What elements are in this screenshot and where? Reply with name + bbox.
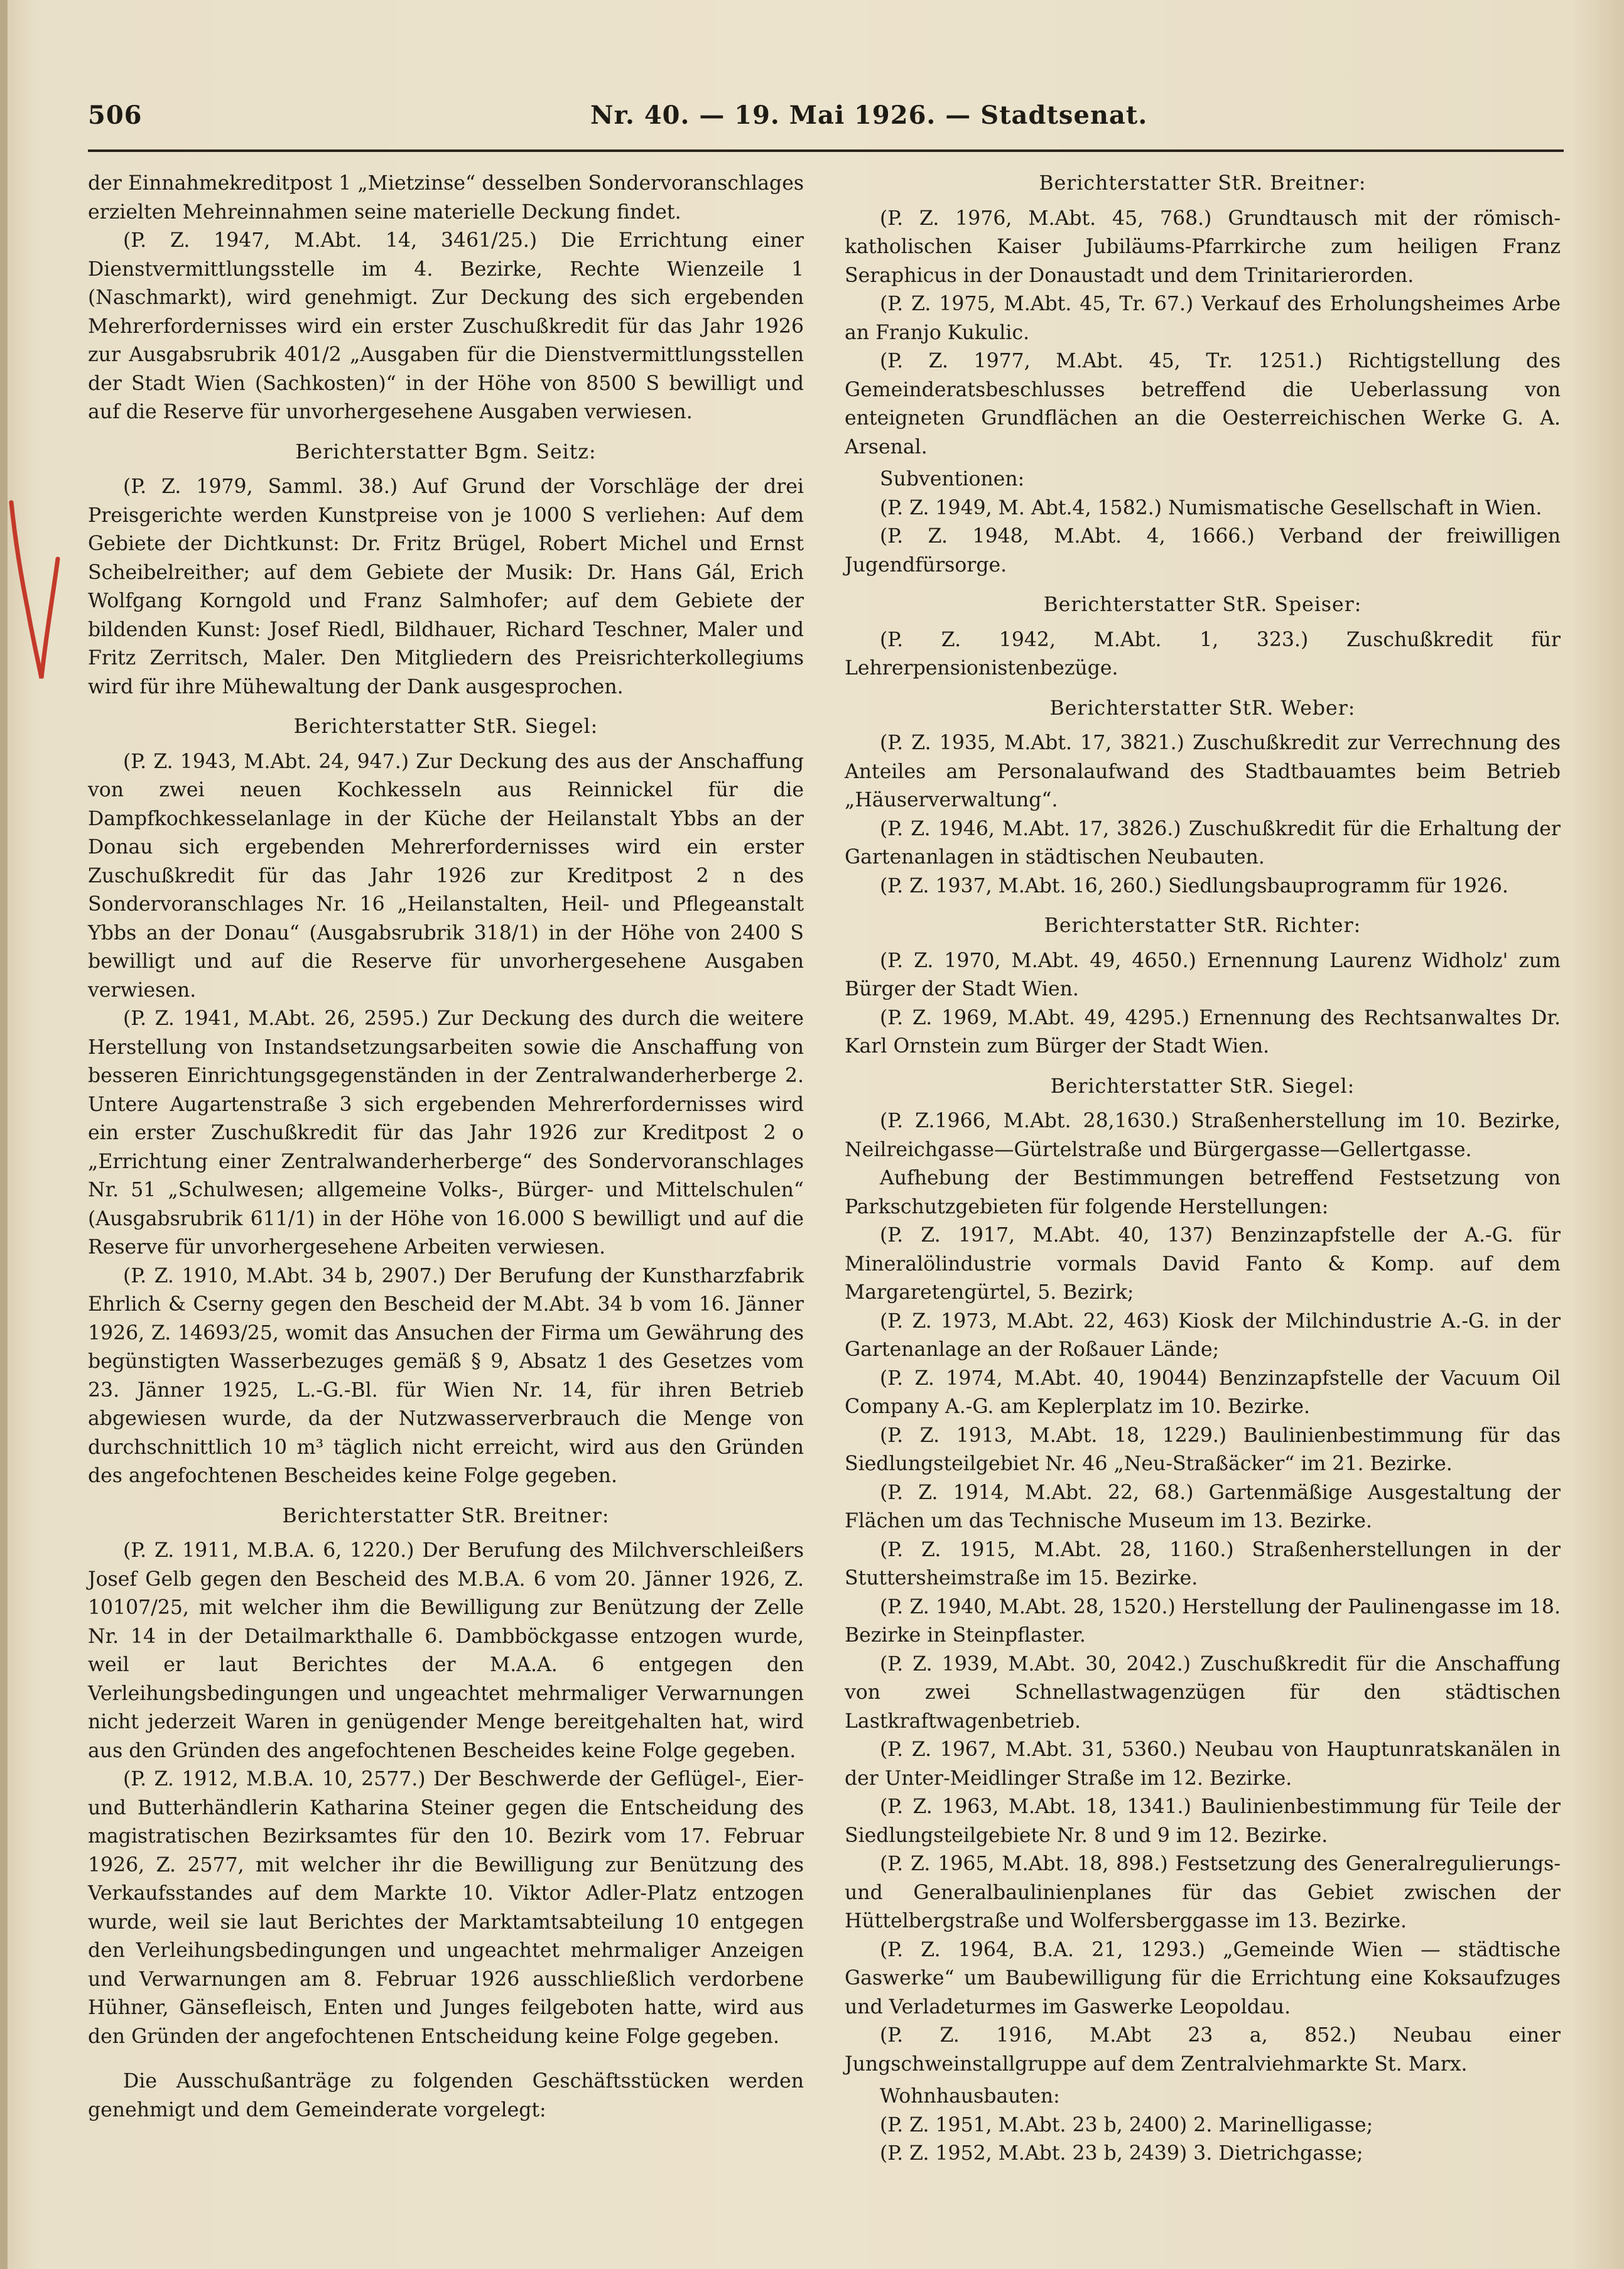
section-heading: Berichterstatter StR. Speiser: [1043,593,1362,616]
paragraph: (P. Z. 1949, M. Abt.4, 1582.) Numismatische Gesellschaft in Wien. [880,496,1542,519]
section-heading: Berichterstatter StR. Siegel: [293,715,598,738]
paragraph: (P. Z. 1941, M.Abt. 26, 2595.) Zur Deckung des durch die weitere Herstellung von Instandsetzungsarbeiten sowie die Anschaffung von besseren Einrichtungsgegenständen in der Zentralwanderherberge 2. Untere Augartenstraße 3 sich ergebenden Mehrerfordernisses wird ein erster Zuschußkredit für das Jahr 1926 zur Kreditpost 2 o „Errichtung einer Zentralwanderherberge“ des Sondervoranschlages Nr. 51 „Schulwesen; allgemeine Volks-, Bürger- und Mittelschulen“ (Ausgabsrubrik 611/1) in der Höhe von 16.000 S bewilligt und auf die Reserve für unvorhergesehene Arbeiten verwiesen. [88,1007,804,1259]
left-column [88,170,804,2125]
scan-edge [0,0,8,2269]
paragraph: (P. Z. 1963, M.Abt. 18, 1341.) Baulinienbestimmung für Teile der Siedlungsteilgebiete Nr. 8 und 9 im 12. Bezirke. [845,1795,1561,1847]
paragraph: (P. Z. 1946, M.Abt. 17, 3826.) Zuschußkredit für die Erhaltung der Gartenanlagen in städtischen Neubauten. [845,817,1561,869]
page-number: 506 [88,100,143,130]
paragraph: (P. Z. 1942, M.Abt. 1, 323.) Zuschußkredit für Lehrerpensionistenbezüge. [845,628,1561,680]
paragraph: (P. Z. 1940, M.Abt. 28, 1520.) Herstellung der Paulinengasse im 18. Bezirke in Steinpflaster. [845,1595,1561,1647]
paragraph: (P. Z. 1916, M.Abt 23 a, 852.) Neubau einer Jungschweinstallgruppe auf dem Zentralviehmarkte St. Marx. [845,2024,1561,2076]
paragraph: (P. Z. 1939, M.Abt. 30, 2042.) Zuschußkredit für die Anschaffung von zwei Schnellastwagenzügen für den städtischen Lastkraftwagenbetrieb. [845,1652,1561,1733]
section-heading: Berichterstatter StR. Richter: [1044,914,1361,937]
paragraph: (P. Z. 1975, M.Abt. 45, Tr. 67.) Verkauf des Erholungsheimes Arbe an Franjo Kukulic. [845,293,1561,344]
subsection-label: Subventionen: [880,468,1025,490]
paragraph: (P. Z. 1911, M.B.A. 6, 1220.) Der Berufung des Milchverschleißers Josef Gelb gegen den Bescheid des M.B.A. 6 vom 20. Jänner 1926, Z. 10107/25, mit welcher ihm die Bewilligung zur Benützung der Zelle Nr. 14 in der Detailmarkthalle 6. Dambböckgasse entzogen wurde, weil er laut Berichtes der M.A.A. 6 entgegen den Verleihungsbedingungen und ungeachtet mehrmaliger Verwarnungen nicht jederzeit Waren in genügender Menge bereitgehalten hat, wird aus den Gründen des angefochtenen Bescheides keine Folge gegeben. [88,1539,804,1762]
handwritten-check-mark [0,490,75,691]
paragraph: (P. Z. 1943, M.Abt. 24, 947.) Zur Deckung des aus der Anschaffung von zwei neuen Kochkesseln aus Reinnickel für die Dampfkochkesselanlage in der Küche der Heilanstalt Ybbs an der Donau sich ergebenden Mehrerfordernisses wird ein erster Zuschußkredit für das Jahr 1926 zur Kreditpost 2 n des Sondervoranschlages Nr. 16 „Heilanstalten, Heil- und Pflegeanstalt Ybbs an der Donau“ (Ausgabsrubrik 318/1) in der Höhe von 2400 S bewilligt und auf die Reserve für unvorhergesehene Ausgaben verwiesen. [88,750,804,1002]
paragraph: (P. Z. 1967, M.Abt. 31, 5360.) Neubau von Hauptunratskanälen in der Unter-Meidlinger Straße im 12. Bezirke. [845,1738,1561,1790]
paragraph: (P. Z. 1915, M.Abt. 28, 1160.) Straßenherstellungen in der Stuttersheimstraße im 15. Bezirke. [845,1538,1561,1589]
section-heading: Berichterstatter StR. Breitner: [1039,172,1367,195]
paragraph: (P. Z. 1974, M.Abt. 40, 19044) Benzinzapfstelle der Vacuum Oil Company A.-G. am Keplerplatz im 10. Bezirke. [845,1367,1561,1418]
paragraph: (P. Z. 1951, M.Abt. 23 b, 2400) 2. Marinelligasse; [880,2113,1373,2136]
paragraph: (P. Z. 1952, M.Abt. 23 b, 2439) 3. Dietrichgasse; [880,2142,1363,2165]
section-heading: Berichterstatter Bgm. Seitz: [295,440,597,463]
paragraph: (P. Z. 1914, M.Abt. 22, 68.) Gartenmäßige Ausgestaltung der Flächen um das Technische Museum im 13. Bezirke. [845,1481,1561,1532]
section-heading: Berichterstatter StR. Weber: [1049,696,1356,720]
paragraph: (P. Z. 1947, M.Abt. 14, 3461/25.) Die Errichtung einer Dienstvermittlungsstelle im 4. Bezirke, Rechte Wienzeile 1 (Naschmarkt), wird genehmigt. Zur Deckung des sich ergebenden Mehrerfordernisses wird ein erster Zuschußkredit für das Jahr 1926 zur Ausgabsrubrik 401/2 „Ausgaben für die Dienstvermittlungsstellen der Stadt Wien (Sachkosten)“ in der Höhe von 8500 S bewilligt und auf die Reserve für unvorhergesehene Ausgaben verwiesen. [88,229,804,423]
paragraph: (P. Z. 1979, Samml. 38.) Auf Grund der Vorschläge der drei Preisgerichte werden Kunstpreise von je 1000 S verliehen: Auf dem Gebiete der Dichtkunst: Dr. Fritz Brügel, Robert Michel und Ernst Scheibelreither; auf dem Gebiete der Musik: Dr. Hans Gál, Erich Wolfgang Korngold und Franz Salmhofer; auf dem Gebiete der bildenden Kunst: Josef Riedl, Bildhauer, Richard Teschner, Maler und Fritz Zerritsch, Maler. Den Mitgliedern des Preisrichterkollegiums wird für ihre Mühewaltung der Dank ausgesprochen. [88,475,804,698]
paragraph: (P. Z. 1910, M.Abt. 34 b, 2907.) Der Berufung der Kunstharzfabrik Ehrlich & Cserny gegen den Bescheid der M.Abt. 34 b vom 16. Jänner 1926, Z. 14693/25, womit das Ansuchen der Firma um Gewährung des begünstigten Wasserbezuges gemäß § 9, Absatz 1 des Gesetzes vom 23. Jänner 1925, L.-G.-Bl. für Wien Nr. 14, für ihren Betrieb abgewiesen wurde, da der Nutzwasserverbrauch die Menge von durchschnittlich 10 m³ täglich nicht erreicht, wird aus den Gründen des angefochtenen Bescheides keine Folge gegeben. [88,1264,804,1487]
paragraph: (P. Z. 1912, M.B.A. 10, 2577.) Der Beschwerde der Geflügel-, Eier- und Butterhändlerin Katharina Steiner gegen die Entscheidung des magistratischen Bezirksamtes für den 10. Bezirk vom 17. Februar 1926, Z. 2577, mit welcher ihr die Bewilligung zur Benützung des Verkaufsstandes auf dem Markte 10. Viktor Adler-Platz entzogen wurde, weil sie laut Berichtes der Marktamtsabteilung 10 entgegen den Verleihungsbedingungen und ungeachtet mehrmaliger Anzeigen und Verwarnungen am 8. Februar 1926 ausschließlich verdorbene Hühner, Gänsefleisch, Enten und Junges feilgeboten hatte, wird aus den Gründen der angefochtenen Entscheidung keine Folge gegeben. [88,1768,804,2048]
header-rule [88,149,1564,152]
paragraph: (P. Z. 1965, M.Abt. 18, 898.) Festsetzung des Generalregulierungs- und Generalbaulinienplanes für das Gebiet zwischen der Hüttelbergstraße und Wolfersberggasse im 13. Bezirke. [845,1853,1561,1932]
page-header [88,94,1564,144]
right-column [845,170,1561,2169]
paragraph: (P. Z. 1977, M.Abt. 45, Tr. 1251.) Richtigstellung des Gemeinderatsbeschlusses betreffend die Ueberlassung von enteigneten Grundflächen an die Oesterreichischen Werke G. A. Arsenal. [845,350,1561,458]
paragraph: (P. Z. 1913, M.Abt. 18, 1229.) Baulinienbestimmung für das Siedlungsteilgebiet Nr. 46 „Neu-Straßäcker“ im 21. Bezirke. [845,1424,1561,1475]
paragraph: (P. Z. 1976, M.Abt. 45, 768.) Grundtausch mit der römisch-katholischen Kaiser Jubiläums-Pfarrkirche zum heiligen Franz Seraphicus in der Donaustadt und dem Trinitarierorden. [845,207,1561,287]
paragraph: (P. Z. 1937, M.Abt. 16, 260.) Siedlungsbauprogramm für 1926. [880,874,1508,897]
paragraph: (P. Z. 1917, M.Abt. 40, 137) Benzinzapfstelle der A.-G. für Mineralölindustrie vormals David Fanto & Komp. auf dem Margaretengürtel, 5. Bezirk; [845,1224,1561,1304]
paragraph: (P. Z. 1935, M.Abt. 17, 3821.) Zuschußkredit zur Verrechnung des Anteiles am Personalaufwand des Stadtbauamtes beim Betrieb „Häuserverwaltung“. [845,732,1561,811]
paragraph: (P. Z. 1970, M.Abt. 49, 4650.) Ernennung Laurenz Widholz' zum Bürger der Stadt Wien. [845,949,1561,1000]
subsection-label: Wohnhausbauten: [880,2085,1060,2108]
page-title: Nr. 40. — 19. Mai 1926. — Stadtsenat. [590,100,1148,130]
paragraph: (P. Z. 1973, M.Abt. 22, 463) Kiosk der Milchindustrie A.-G. in der Gartenanlage an der Roßauer Lände; [845,1309,1561,1361]
paragraph: (P. Z. 1964, B.A. 21, 1293.) „Gemeinde Wien — städtische Gaswerke“ um Baubewilligung für die Errichtung eine Koksaufzuges und Verladeturmes im Gaswerke Leopoldau. [845,1938,1561,2018]
paragraph: Aufhebung der Bestimmungen betreffend Festsetzung von Parkschutzgebieten für folgende Herstellungen: [845,1167,1561,1218]
section-heading: Berichterstatter StR. Siegel: [1050,1075,1355,1098]
paragraph: (P. Z.1966, M.Abt. 28,1630.) Straßenherstellung im 10. Bezirke, Neilreichgasse—Gürtelstraße und Bürgergasse—Gellertgasse. [845,1110,1561,1161]
paragraph: (P. Z. 1948, M.Abt. 4, 1666.) Verband der freiwilligen Jugendfürsorge. [845,525,1561,577]
paragraph: Die Ausschußanträge zu folgenden Geschäftsstücken werden genehmigt und dem Gemeinderate vorgelegt: [88,2070,804,2121]
paragraph: (P. Z. 1969, M.Abt. 49, 4295.) Ernennung des Rechtsanwaltes Dr. Karl Ornstein zum Bürger der Stadt Wien. [845,1006,1561,1058]
section-heading: Berichterstatter StR. Breitner: [282,1504,610,1527]
paragraph: der Einnahmekreditpost 1 „Mietzinse“ desselben Sondervoranschlages erzielten Mehreinnahmen seine materielle Deckung findet. [88,172,804,224]
